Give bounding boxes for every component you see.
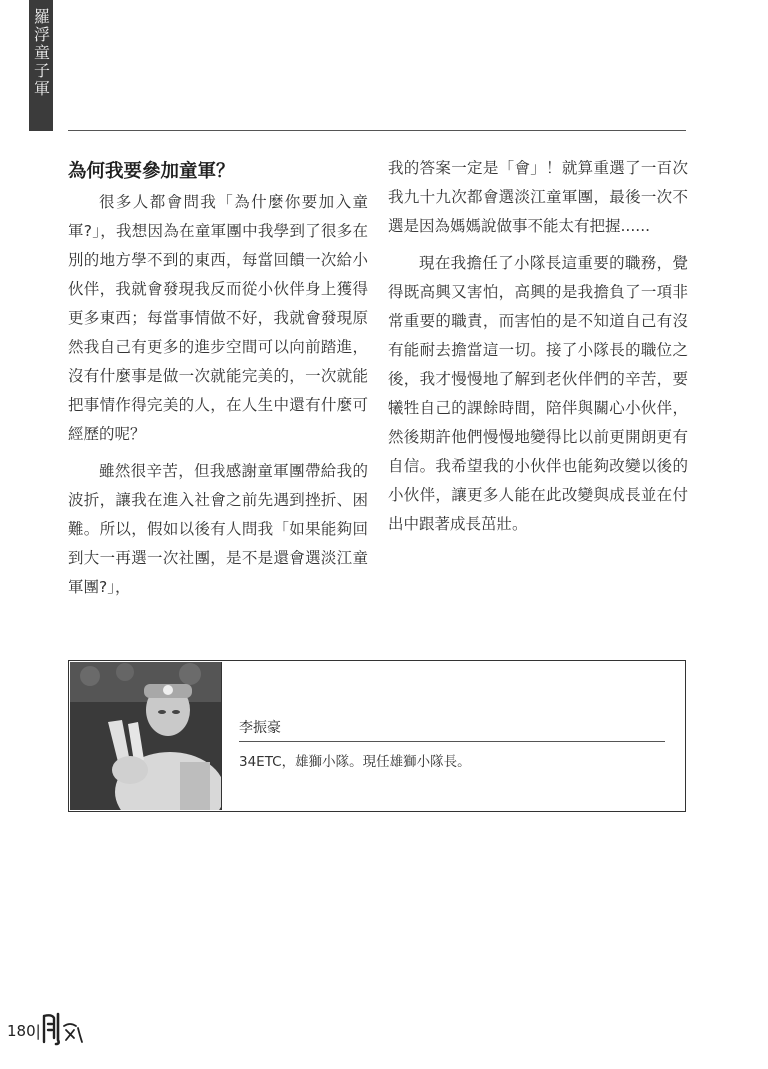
article-paragraph: 雖然很辛苦，但我感謝童軍團帶給我的波折，讓我在進入社會之前先遇到挫折、困難。所以，假如以後有人問我「如果能夠回到大一再選一次社團，是不是還會選淡江童軍團?」，: [68, 462, 368, 596]
article-paragraph: 我的答案一定是「會」！就算重選了一百次我九十九次都會選淡江童軍團，最後一次不選是因為媽媽說做事不能太有把握......: [388, 159, 688, 235]
author-photo: [70, 662, 222, 810]
article-paragraph: 很多人都會問我「為什麼你要加入童軍?」，我想因為在童軍團中我學到了很多在別的地方學不到的東西，每當回饋一次給小伙伴，我就會發現我反而從小伙伴身上獲得更多東西；每當事情做不好，我就會發現原然我自己有更多的進步空間可以向前踏進，沒有什麼事是做一次就能完美的，一次就能把事情作得完美的人，在人生中還有什麼可經歷的呢？: [68, 193, 368, 443]
page-number: 180|: [7, 1022, 41, 1040]
article-right-column: [388, 154, 688, 547]
author-profile-box: [68, 660, 686, 812]
author-bio: 34ETC，雄獅小隊。現任雄獅小隊長。: [239, 754, 471, 770]
section-side-tab: [29, 0, 53, 131]
author-photo-illustration: [70, 662, 221, 810]
author-name-divider: [239, 741, 665, 742]
calligraphy-logo-icon: [40, 1008, 84, 1048]
article-left-column: [68, 154, 368, 610]
article-paragraph: 現在我擔任了小隊長這重要的職務，覺得既高興又害怕，高興的是我擔負了一項非常重要的職責，而害怕的是不知道自己有沒有能耐去擔當這一切。接了小隊長的職位之後，我才慢慢地了解到老伙伴們的辛苦，要犧牲自己的課餘時間，陪伴與關心小伙伴，然後期許他們慢慢地變得比以前更開朗更有自信。我希望我的小伙伴也能夠改變以後的小伙伴，讓更多人能在此改變與成長並在付出中跟著成長茁壯。: [388, 254, 688, 533]
section-side-tab-label: 羅浮童子軍: [31, 8, 51, 98]
author-name: 李振豪: [239, 720, 281, 736]
article-heading: 為何我要參加童軍？: [68, 161, 235, 182]
top-divider: [68, 130, 686, 131]
